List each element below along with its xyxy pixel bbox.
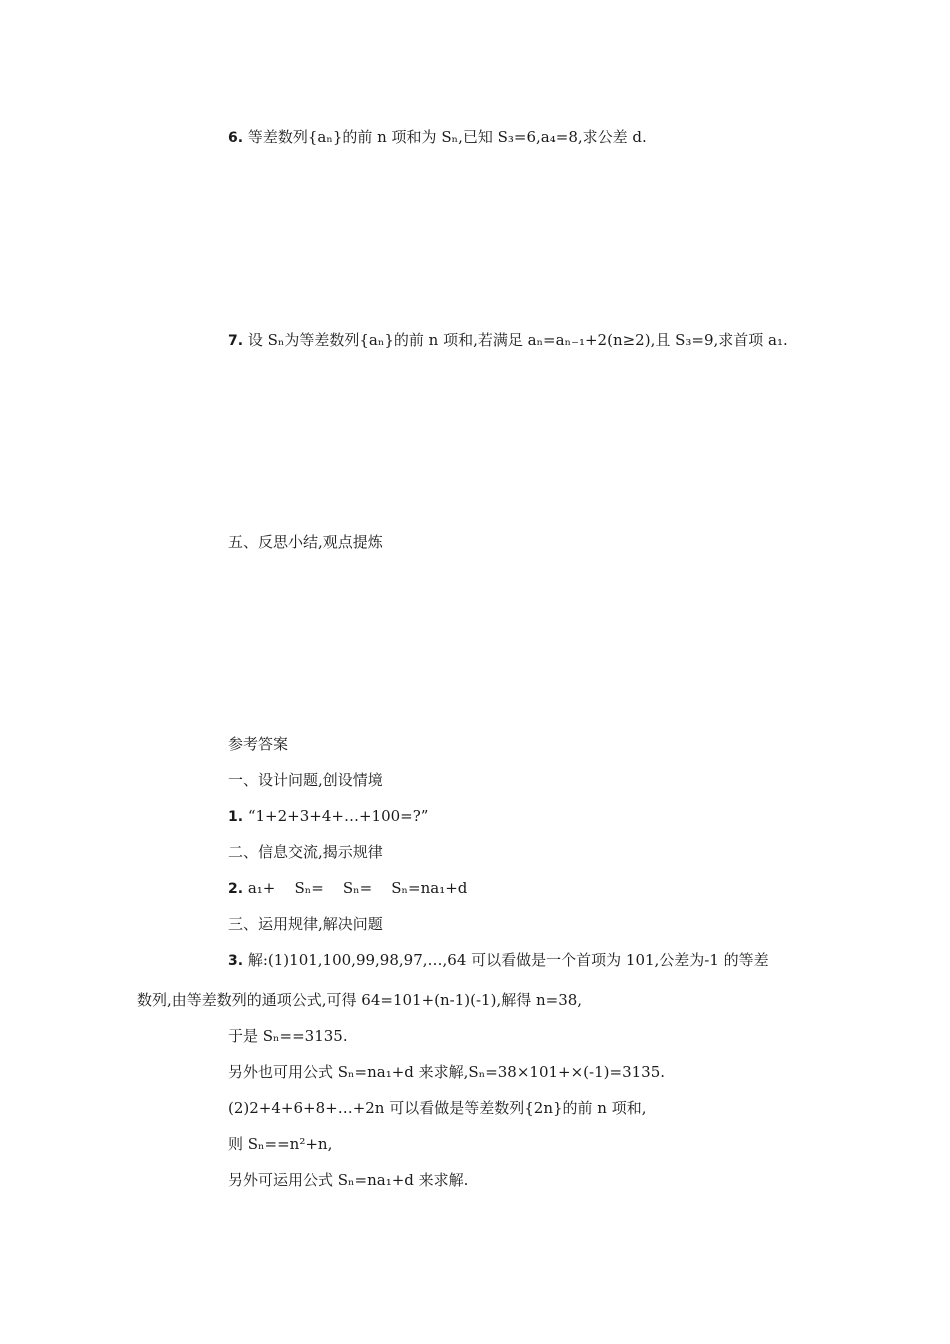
answer-3-line-7: 另外可运用公式 Sₙ=na₁+d 来求解. xyxy=(228,1171,469,1189)
question-text: 设 Sₙ为等差数列{aₙ}的前 n 项和,若满足 aₙ=aₙ₋₁+2(n≥2),且 S₃=9,求首项 a₁. xyxy=(247,331,788,349)
answer-text: 解:(1)101,100,99,98,97,…,64 可以看做是一个首项为 101,公差为-1 的等差 xyxy=(247,951,769,969)
section-heading-5: 五、反思小结,观点提炼 xyxy=(228,533,383,551)
question-number: 6. xyxy=(228,130,244,146)
answer-3-line-2: 数列,由等差数列的通项公式,可得 64=101+(n-1)(-1),解得 n=38, xyxy=(137,991,583,1009)
answer-number: 1. xyxy=(228,809,244,825)
question-6 xyxy=(228,127,647,148)
answer-number: 2. xyxy=(228,881,244,897)
answer-section-2: 二、信息交流,揭示规律 xyxy=(228,843,383,861)
answer-text: “1+2+3+4+…+100=?” xyxy=(247,807,429,825)
answer-section-3: 三、运用规律,解决问题 xyxy=(228,915,383,933)
question-7 xyxy=(228,330,788,351)
answer-3-line-4: 另外也可用公式 Sₙ=na₁+d 来求解,Sₙ=38×101+×(-1)=3135. xyxy=(228,1063,666,1081)
answer-text: a₁+ Sₙ= Sₙ= Sₙ=na₁+d xyxy=(247,879,468,897)
answer-number: 3. xyxy=(228,953,244,969)
answers-title: 参考答案 xyxy=(228,735,289,753)
answer-3-line-3: 于是 Sₙ==3135. xyxy=(228,1027,348,1045)
question-number: 7. xyxy=(228,333,244,349)
answer-1 xyxy=(228,806,428,827)
answer-3-line-6: 则 Sₙ==n²+n, xyxy=(228,1135,333,1153)
answer-2 xyxy=(228,878,467,899)
question-text: 等差数列{aₙ}的前 n 项和为 Sₙ,已知 S₃=6,a₄=8,求公差 d. xyxy=(247,128,647,146)
answer-3-line-1 xyxy=(228,950,769,971)
answer-section-1: 一、设计问题,创设情境 xyxy=(228,771,383,789)
answer-3-line-5: (2)2+4+6+8+…+2n 可以看做是等差数列{2n}的前 n 项和, xyxy=(228,1099,647,1117)
